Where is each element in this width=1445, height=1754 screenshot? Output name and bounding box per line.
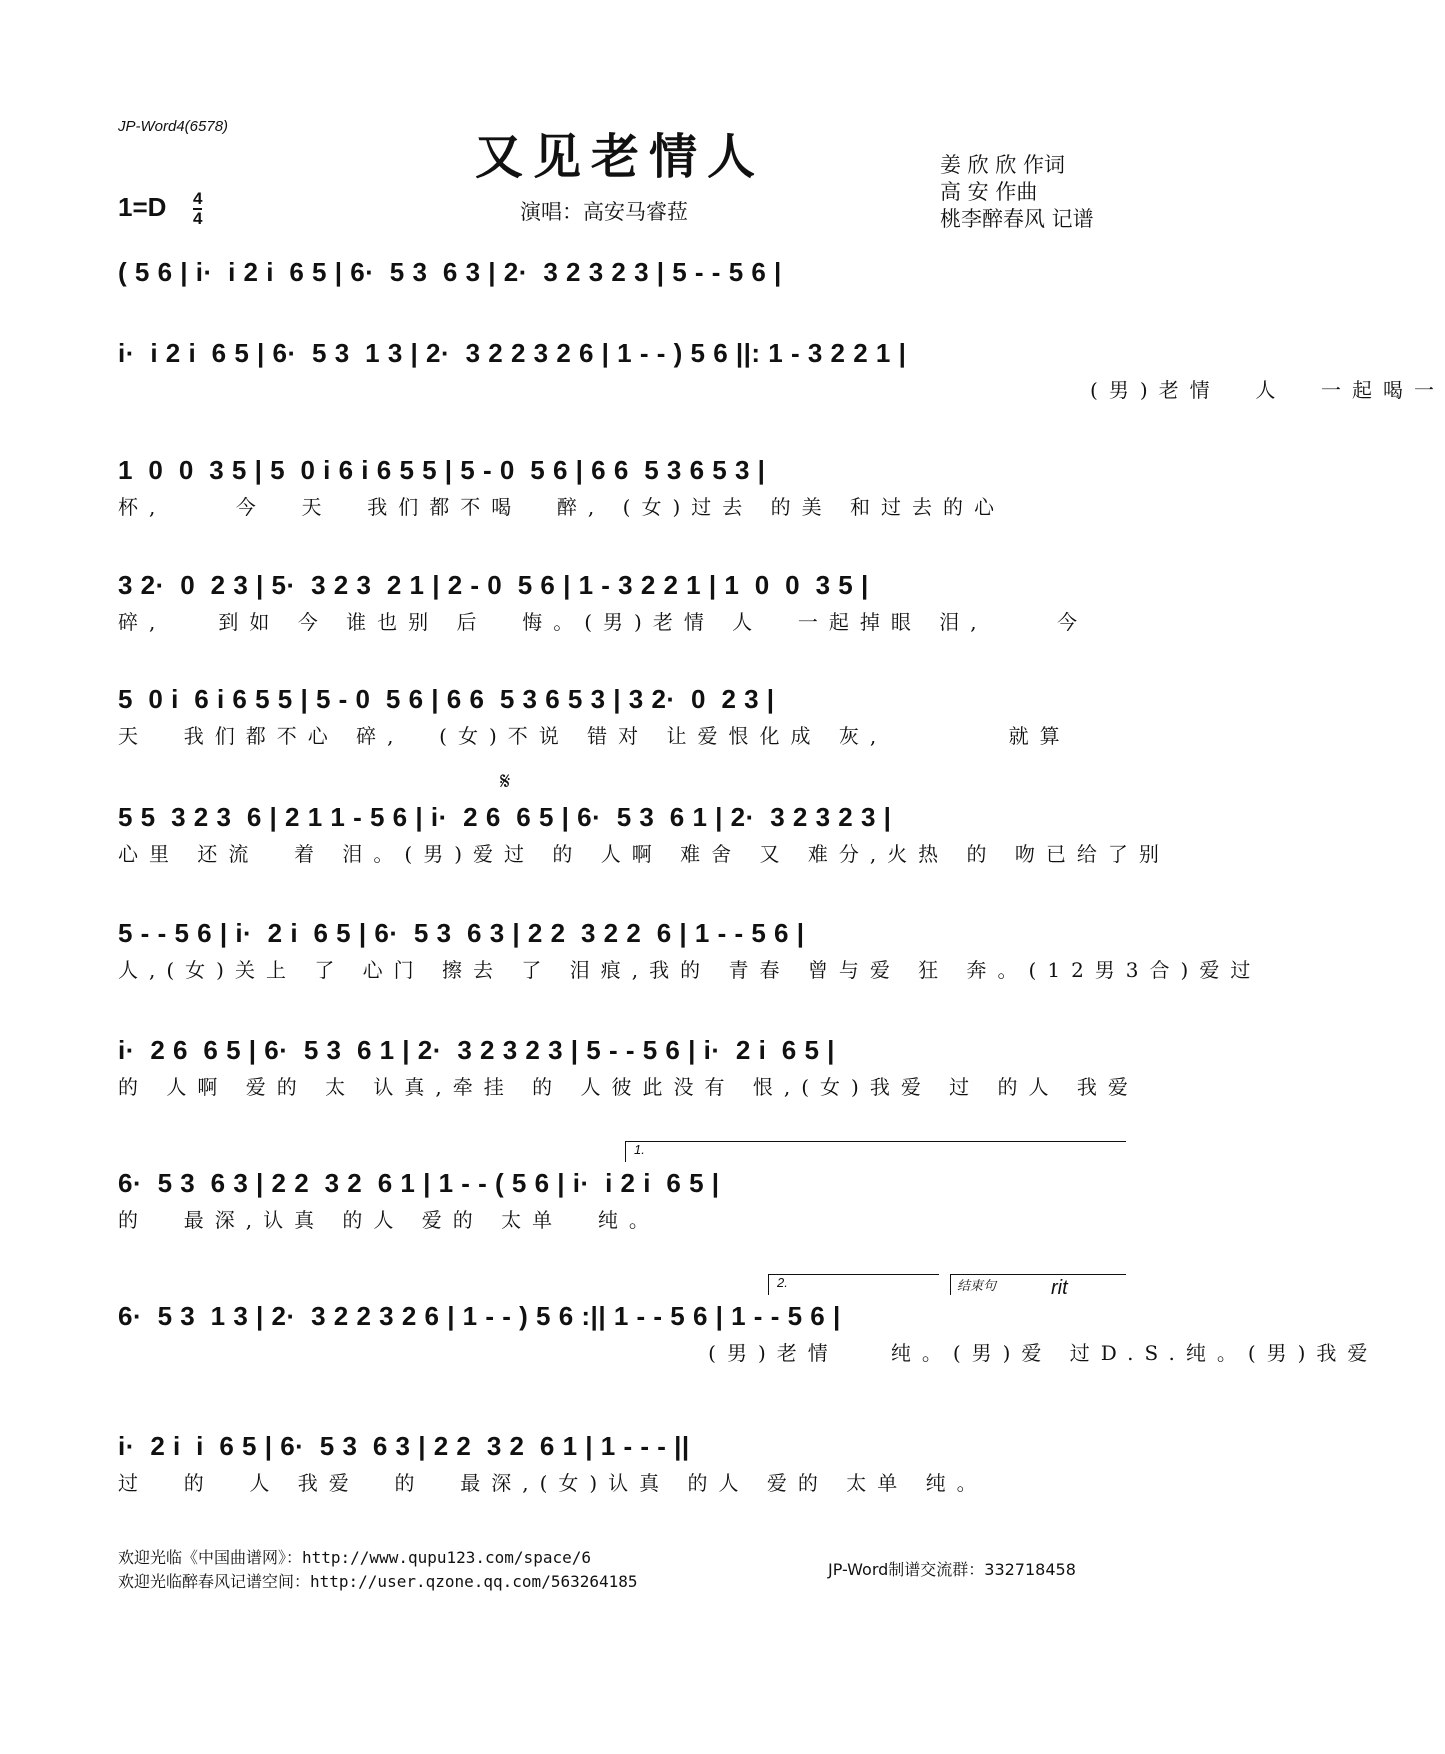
footer-link-qupu[interactable]: 欢迎光临《中国曲谱网》：http://www.qupu123.com/space/6 bbox=[118, 1548, 591, 1567]
notation-line: 5 5 3 2 3 6 | 2 1 1 - 5 6 | i· 2 6 6 5 | 6· 5 3 6 1 | 2· 3 2 3 2 3 | bbox=[118, 802, 892, 832]
time-signature-bottom: 4 bbox=[193, 209, 203, 228]
lyrics-line: (男)老情 纯。(男)爱 过D.S.纯。(男)我爱 bbox=[118, 1341, 1379, 1365]
score-system-6 bbox=[118, 767, 1170, 907]
rit-marking: rit bbox=[1051, 1277, 1068, 1299]
notation-line: 6· 5 3 1 3 | 2· 3 2 2 3 2 6 | 1 - - ) 5 6 :|| 1 - - 5 6 | 1 - - 5 6 | bbox=[118, 1301, 841, 1331]
score-system-8 bbox=[118, 1030, 1139, 1140]
credit-music: 高 安 作曲 bbox=[940, 180, 1038, 204]
score-system-10 bbox=[118, 1275, 1379, 1406]
credit-transcriber: 桃李醉春风 记谱 bbox=[940, 207, 1094, 231]
score-system-7 bbox=[118, 913, 1262, 1023]
time-signature-top: 4 bbox=[193, 189, 203, 208]
score-system-2 bbox=[118, 333, 1445, 443]
footer-group-info: JP-Word制谱交流群：332718458 bbox=[828, 1560, 1076, 1579]
lyrics-line: 的 人啊 爱的 太 认真,牵挂 的 人彼此没有 恨,(女)我爱 过 的人 我爱 bbox=[118, 1075, 1139, 1099]
coda-label: 结束句 bbox=[957, 1278, 997, 1293]
score-system-4 bbox=[118, 565, 1128, 675]
lyrics-line: 人,(女)关上 了 心门 擦去 了 泪痕,我的 青春 曾与爱 狂 奔。(12男3合)爱过 bbox=[118, 958, 1262, 982]
notation-line: ( 5 6 | i· i 2 i 6 5 | 6· 5 3 6 3 | 2· 3 2 3 2 3 | 5 - - 5 6 | bbox=[118, 257, 782, 287]
lyrics-line: 碎, 到如 今 谁也别 后 悔。(男)老情 人 一起掉眼 泪, 今 bbox=[118, 610, 1089, 634]
footer-links bbox=[118, 1546, 638, 1594]
time-signature bbox=[193, 190, 202, 227]
software-tag: JP-Word4(6578) bbox=[118, 118, 229, 135]
lyrics-line: 过 的 人 我爱 的 最深,(女)认真 的人 爱的 太单 纯。 bbox=[118, 1471, 988, 1495]
lyrics-line: (男)老情 人 一起喝一 bbox=[118, 378, 1445, 402]
score-system-11 bbox=[118, 1426, 1128, 1536]
lyrics-line: 天 我们都不心 碎, (女)不说 错对 让爱恨化成 灰, 就算 bbox=[118, 724, 1071, 748]
credits bbox=[940, 152, 1094, 233]
footer-link-qzone[interactable]: 欢迎光临醉春风记谱空间：http://user.qzone.qq.com/563264185 bbox=[118, 1572, 638, 1591]
score-system-5 bbox=[118, 679, 1128, 789]
song-title: 又见老情人 bbox=[474, 129, 765, 185]
notation-line: i· 2 6 6 5 | 6· 5 3 6 1 | 2· 3 2 3 2 3 | 5 - - 5 6 | i· 2 i 6 5 | bbox=[118, 1035, 835, 1065]
volta-bracket-1 bbox=[625, 1141, 1126, 1162]
notation-line: 3 2· 0 2 3 | 5· 3 2 3 2 1 | 2 - 0 5 6 | 1 - 3 2 2 1 | 1 0 0 3 5 | bbox=[118, 570, 869, 600]
notation-line: 5 0 i 6 i 6 5 5 | 5 - 0 5 6 | 6 6 5 3 6 5 3 | 3 2· 0 2 3 | bbox=[118, 684, 775, 714]
score-system-3 bbox=[118, 450, 1128, 560]
volta-label-2: 2. bbox=[777, 1275, 788, 1290]
performer: 演唱：高安马睿菈 bbox=[520, 200, 688, 224]
credit-lyrics: 姜 欣 欣 作词 bbox=[940, 153, 1066, 177]
score-system-9 bbox=[118, 1142, 1128, 1273]
volta-label-1: 1. bbox=[634, 1142, 645, 1157]
lyrics-line: 心里 还流 着 泪。(男)爱过 的 人啊 难舍 又 难分,火热 的 吻已给了别 bbox=[118, 842, 1170, 866]
volta-bracket-2 bbox=[768, 1274, 939, 1295]
coda-bracket bbox=[950, 1274, 1126, 1299]
notation-line: 5 - - 5 6 | i· 2 i 6 5 | 6· 5 3 6 3 | 2 2 3 2 2 6 | 1 - - 5 6 | bbox=[118, 918, 805, 948]
lyrics-line bbox=[118, 294, 1128, 324]
segno-icon: 𝄋 bbox=[500, 767, 511, 795]
notation-line: i· 2 i i 6 5 | 6· 5 3 6 3 | 2 2 3 2 6 1 | 1 - - - || bbox=[118, 1431, 690, 1461]
lyrics-line: 的 最深,认真 的人 爱的 太单 纯。 bbox=[118, 1208, 660, 1232]
key-signature: 1=D bbox=[118, 192, 167, 222]
lyrics-line: 杯, 今 天 我们都不喝 醉, (女)过去 的美 和过去的心 bbox=[118, 495, 1005, 519]
notation-line: 6· 5 3 6 3 | 2 2 3 2 6 1 | 1 - - ( 5 6 | i· i 2 i 6 5 | bbox=[118, 1168, 720, 1198]
notation-line: 1 0 0 3 5 | 5 0 i 6 i 6 5 5 | 5 - 0 5 6 | 6 6 5 3 6 5 3 | bbox=[118, 455, 766, 485]
notation-line: i· i 2 i 6 5 | 6· 5 3 1 3 | 2· 3 2 2 3 2 6 | 1 - - ) 5 6 ||: 1 - 3 2 2 1 | bbox=[118, 338, 907, 368]
